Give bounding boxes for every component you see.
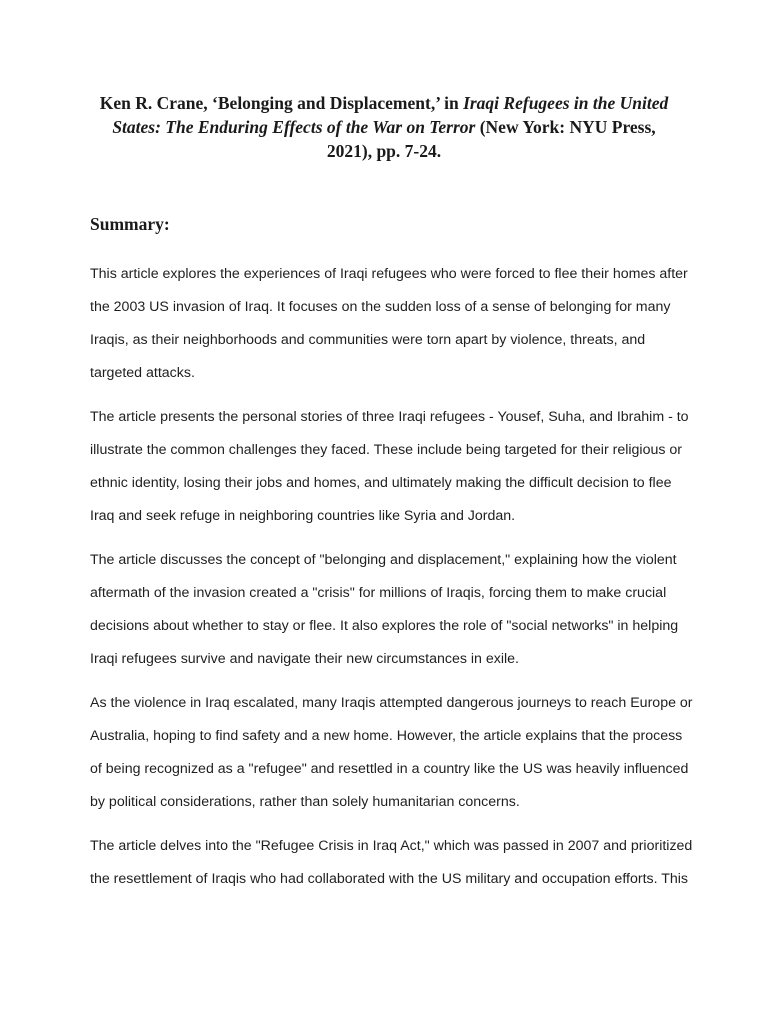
paragraph-line: The article presents the personal stories of three Iraqi refugees - Yousef, Suha, and Ibrahim - to — [90, 409, 689, 425]
paragraph-line: by political considerations, rather than solely humanitarian concerns. — [90, 794, 520, 810]
paragraph-3 — [90, 544, 680, 676]
paragraph-line: This article explores the experiences of Iraqi refugees who were forced to flee their homes after — [90, 266, 688, 282]
paragraph-line: aftermath of the invasion created a "crisis" for millions of Iraqis, forcing them to make crucial — [90, 585, 667, 601]
paragraph-line: Iraqi refugees survive and navigate their new circumstances in exile. — [90, 651, 519, 667]
paragraph-line: ethnic identity, losing their jobs and homes, and ultimately making the difficult decision to flee — [90, 475, 672, 491]
citation-heading — [90, 91, 678, 163]
paragraph-line: targeted attacks. — [90, 365, 195, 381]
paragraph-line: the resettlement of Iraqis who had collaborated with the US military and occupation efforts. This — [90, 871, 689, 887]
citation-book-title: Iraqi Refugees in the United States: The Enduring Effects of the War on Terror — [112, 93, 669, 137]
summary-heading: Summary: — [90, 214, 170, 234]
paragraph-line: As the violence in Iraq escalated, many Iraqis attempted dangerous journeys to reach Europe or — [90, 695, 693, 711]
paragraph-line: The article delves into the "Refugee Crisis in Iraq Act," which was passed in 2007 and prioritized — [90, 838, 693, 854]
paragraph-line: illustrate the common challenges they faced. These include being targeted for their religious or — [90, 442, 683, 458]
paragraph-1 — [90, 258, 688, 390]
paragraph-line: of being recognized as a "refugee" and resettled in a country like the US was heavily influenced — [90, 761, 689, 777]
citation-publication: (New York: NYU Press, 2021), pp. 7-24. — [326, 117, 656, 161]
paragraph-line: Iraq and seek refuge in neighboring countries like Syria and Jordan. — [90, 508, 516, 524]
paragraph-line: The article discusses the concept of "belonging and displacement," explaining how the violent — [90, 552, 677, 568]
paragraph-line: decisions about whether to stay or flee. It also explores the role of "social networks" in helping — [90, 618, 679, 634]
paragraph-line: Australia, hoping to find safety and a new home. However, the article explains that the process — [90, 728, 683, 744]
paragraph-line: the 2003 US invasion of Iraq. It focuses on the sudden loss of a sense of belonging for many — [90, 299, 671, 315]
paragraph-4 — [90, 687, 693, 819]
paragraph-2 — [90, 401, 689, 533]
citation-author: Ken R. Crane, ‘Belonging and Displacement,’ in — [99, 93, 464, 113]
paragraph-line: Iraqis, as their neighborhoods and communities were torn apart by violence, threats, and — [90, 332, 646, 348]
summary-body — [90, 258, 693, 907]
paragraph-5 — [90, 830, 693, 896]
